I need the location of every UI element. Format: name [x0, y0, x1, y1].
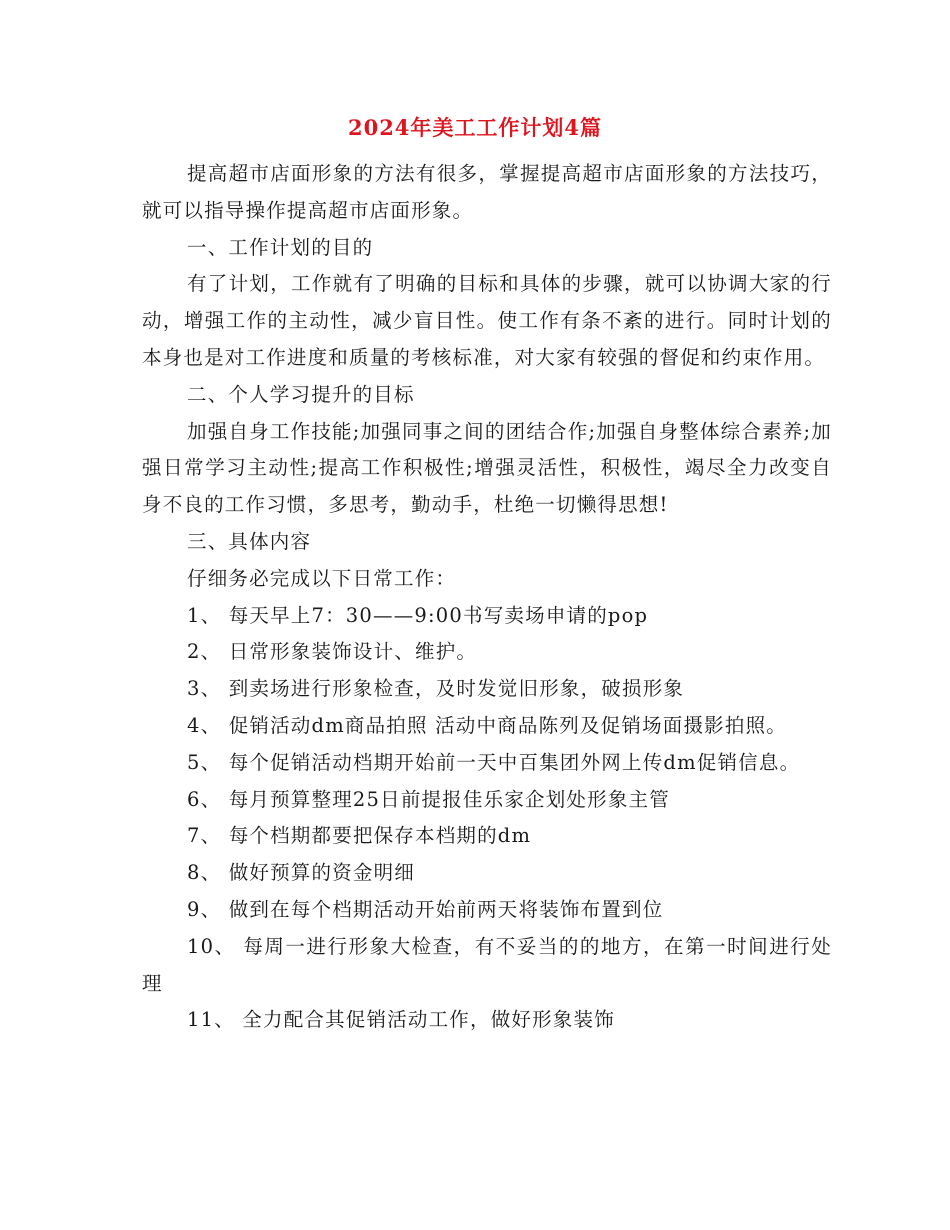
document-body: [142, 156, 832, 1039]
list-item: 3、 到卖场进行形象检查，及时发觉旧形象，破损形象: [187, 677, 685, 701]
task-list: [142, 598, 832, 1040]
intro-paragraph: 提高超市店面形象的方法有很多，掌握提高超市店面形象的方法技巧，就可以指导操作提高超市店面形象。: [142, 162, 832, 222]
list-item: 5、 每个促销活动档期开始前一天中百集团外网上传dm促销信息。: [187, 750, 801, 774]
section1-paragraph: 有了计划，工作就有了明确的目标和具体的步骤，就可以协调大家的行动，增强工作的主动性，减少盲目性。使工作有条不紊的进行。同时计划的本身也是对工作进度和质量的考核标准，对大家有较强的督促和约束作用。: [142, 272, 832, 369]
section3-lead: 仔细务必完成以下日常工作：: [187, 566, 457, 590]
section2-paragraph: 加强自身工作技能;加强同事之间的团结合作;加强自身整体综合素养;加强日常学习主动性;提高工作积极性;增强灵活性，积极性，竭尽全力改变自身不良的工作习惯，多思考，勤动手，杜绝一切懒得思想!: [142, 419, 832, 517]
list-item: 11、 全力配合其促销活动工作，做好形象装饰: [187, 1008, 615, 1032]
list-item: 7、 每个档期都要把保存本档期的dm: [187, 824, 532, 848]
section3-heading: 三、具体内容: [187, 529, 312, 553]
list-item: 2、 日常形象装饰设计、维护。: [187, 640, 478, 664]
section2-heading: 二、个人学习提升的目标: [187, 382, 415, 406]
list-item: 6、 每月预算整理25日前提报佳乐家企划处形象主管: [187, 787, 670, 811]
list-item: 1、 每天早上7：30——9:00书写卖场申请的pop: [187, 603, 649, 627]
document-title: 2024年美工工作计划4篇: [347, 115, 603, 140]
list-item: 8、 做好预算的资金明细: [187, 861, 416, 885]
list-item: 10、 每周一进行形象大检查，有不妥当的的地方，在第一时间进行处理: [142, 934, 832, 995]
section1-heading: 一、工作计划的目的: [187, 235, 374, 259]
list-item: 9、 做到在每个档期活动开始前两天将装饰布置到位: [187, 897, 664, 921]
list-item: 4、 促销活动dm商品拍照 活动中商品陈列及促销场面摄影拍照。: [187, 713, 787, 737]
